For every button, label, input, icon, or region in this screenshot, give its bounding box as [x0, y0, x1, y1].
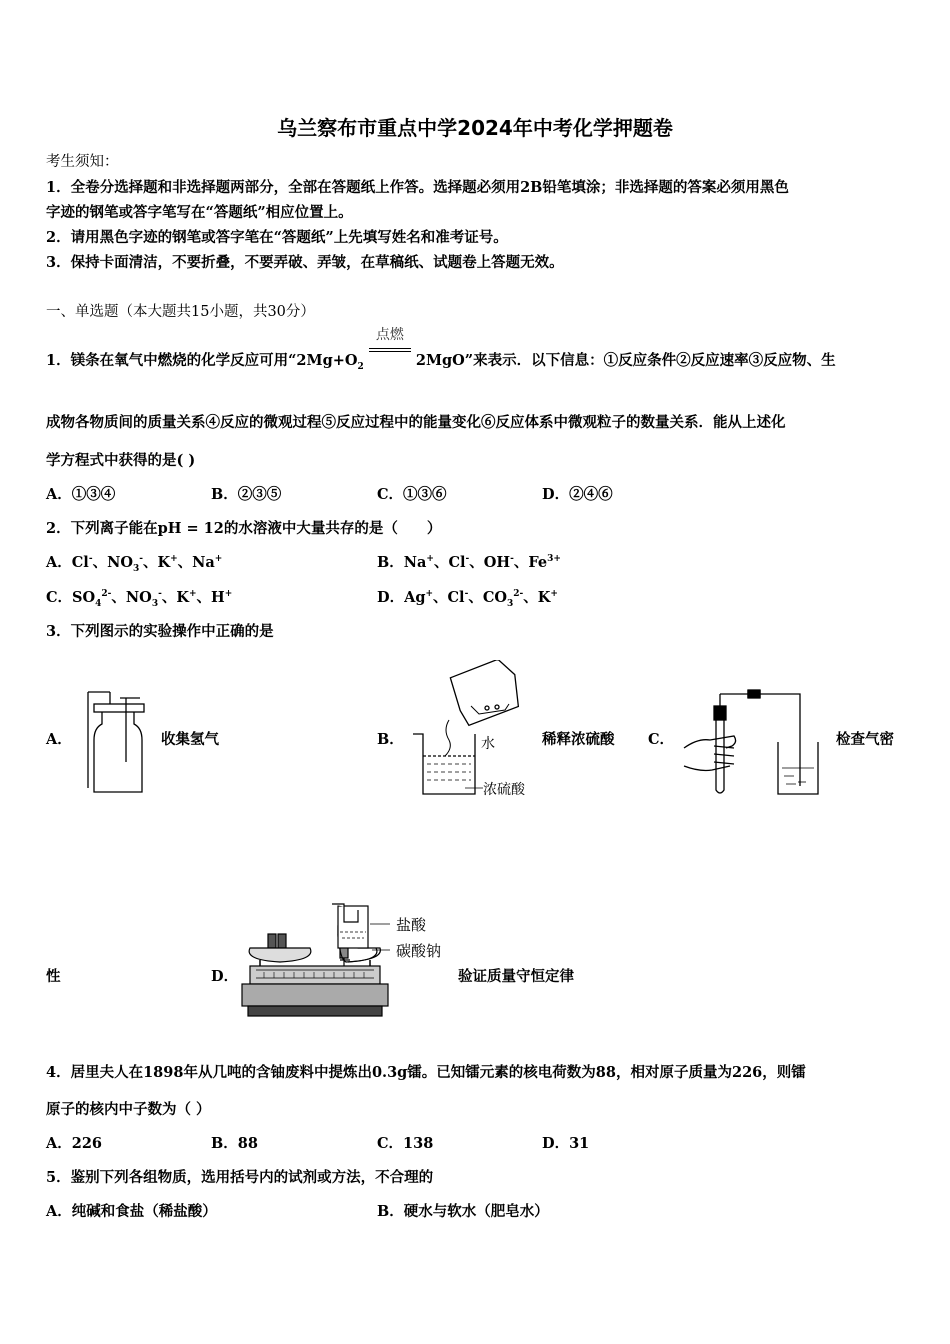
notice-line-2: 2．请用黑色字迹的钢笔或答字笔在“答题纸”上先填写姓名和准考证号。: [46, 229, 508, 246]
reaction-condition: [369, 327, 411, 370]
q3-option-b-label: B．: [377, 731, 404, 748]
page-title: 乌兰察布市重点中学2024年中考化学押题卷: [277, 116, 673, 140]
q3-option-c-text: 检查气密: [836, 731, 894, 748]
q2-option-c: C．$SO_4^{2-}$、$NO_3^-$、K+、H+: [46, 589, 233, 609]
na2co3-label: 碳酸钠: [396, 942, 442, 960]
balance-scale-figure: [240, 900, 460, 1022]
q1-option-c: C．①③⑥: [377, 486, 447, 503]
question-2-stem: 2．下列离子能在pH = 12的水溶液中大量共存的是（ ）: [46, 520, 442, 537]
q4-option-c: C．138: [377, 1135, 434, 1152]
q3-option-a-text: 收集氢气: [161, 731, 219, 748]
question-4-line-2: 原子的核内中子数为（ ）: [46, 1101, 211, 1118]
q5-option-b: B．硬水与软水（肥皂水）: [377, 1203, 549, 1220]
q3-option-d-label: D．: [211, 968, 239, 985]
section-heading: 一、单选题（本大题共15小题，共30分）: [46, 304, 315, 320]
q1-option-d: D．②④⑥: [542, 486, 613, 503]
q3-option-d-text: 验证质量守恒定律: [458, 968, 574, 985]
q1-o2-sub: 2: [357, 361, 364, 372]
gas-collection-bottle-figure: [80, 688, 150, 798]
question-5-stem: 5．鉴别下列各组物质，选用括号内的试剂或方法，不合理的: [46, 1169, 434, 1186]
q3-option-b-text: 稀释浓硫酸: [542, 731, 615, 748]
q4-option-a: A．226: [46, 1135, 103, 1152]
q2-option-a: A．Cl-、$NO_3^-$、K+、Na+: [46, 554, 223, 574]
question-1-line-2: 成物各物质间的质量关系④反应的微观过程⑤反应过程中的能量变化⑥反应体系中微观粒子的数量关系．能从上述化: [46, 414, 786, 431]
question-3-stem: 3．下列图示的实验操作中正确的是: [46, 623, 274, 640]
q3-option-c-continuation: 性: [46, 968, 61, 985]
q1-post: 2MgO”来表示．以下信息：①反应条件②反应速率③反应物、生: [415, 352, 836, 369]
q1-option-b: B．②③⑤: [211, 486, 282, 503]
q5-option-a: A．纯碱和食盐（稀盐酸）: [46, 1203, 217, 1220]
q4-option-b: B．88: [211, 1135, 258, 1152]
dilute-sulfuric-acid-figure: [405, 660, 540, 800]
q4-option-d: D．31: [542, 1135, 590, 1152]
notice-line-1b: 字迹的钢笔或答字笔写在“答题纸”相应位置上。: [46, 204, 353, 221]
hcl-label: 盐酸: [396, 916, 427, 934]
q3-option-a-label: A．: [46, 731, 72, 748]
q3-option-c-label: C．: [648, 731, 675, 748]
q1-option-a: A．①③④: [46, 486, 116, 503]
equals-sign: [369, 348, 411, 352]
airtightness-check-figure: [680, 686, 830, 800]
water-label: 水: [481, 736, 495, 752]
notice-line-1a: 1．全卷分选择题和非选择题两部分，全部在答题纸上作答。选择题必须用2B铅笔填涂；非选择题的答案必须用黑色: [46, 179, 789, 196]
question-1-line-3: 学方程式中获得的是( ): [46, 452, 196, 469]
question-1-line-1: [46, 327, 836, 372]
q2-option-d: D．Ag+、Cl-、$CO_3^{2-}$、K+: [377, 589, 558, 609]
notice-line-3: 3．保持卡面清洁，不要折叠，不要弄破、弄皱，在草稿纸、试题卷上答题无效。: [46, 254, 564, 271]
question-4-line-1: 4．居里夫人在1898年从几吨的含铀废料中提炼出0.3g镭。已知镭元素的核电荷数为88，相对原子质量为226，则镭: [46, 1064, 806, 1081]
reaction-condition-text: 点燃: [375, 327, 404, 343]
q1-pre: 1．镁条在氧气中燃烧的化学反应可用“2Mg+O: [46, 352, 358, 369]
notice-heading: 考生须知：: [46, 154, 119, 170]
q2-option-b: B．Na+、Cl-、OH-、$Fe^{3+}$: [377, 554, 561, 571]
conc-acid-label: 浓硫酸: [483, 782, 525, 798]
